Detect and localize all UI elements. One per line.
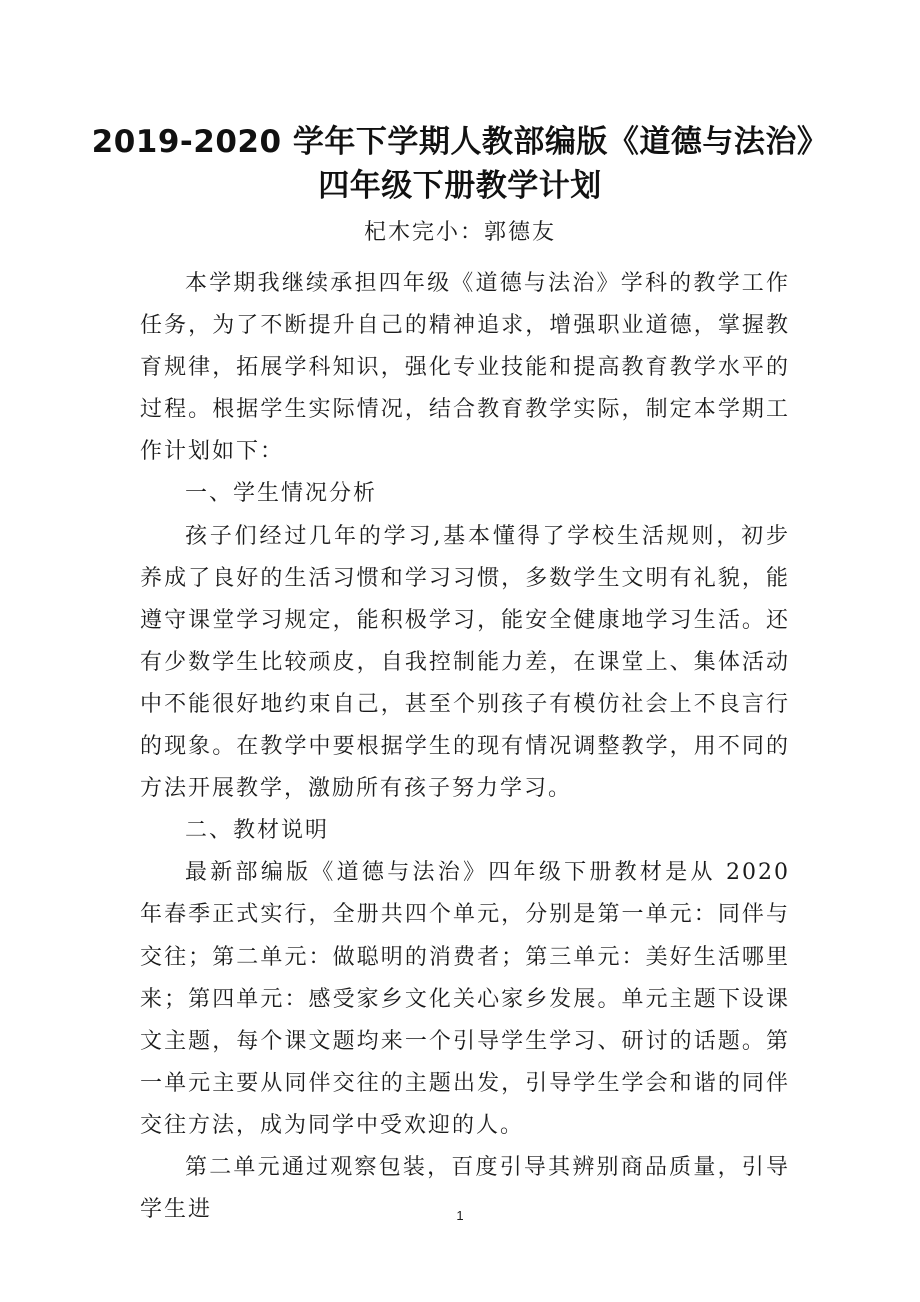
intro-paragraph: 本学期我继续承担四年级《道德与法治》学科的教学工作任务，为了不断提升自己的精神追求，增强职业道德，掌握教育规律，拓展学科知识，强化专业技能和提高教育教学水平的过程。根据学生实际情况，结合教育教学实际，制定本学期工作计划如下： (140, 271, 790, 465)
textbook-description-paragraph: 最新部编版《道德与法治》四年级下册教材是从 2020 年春季正式实行，全册共四个单元，分别是第一单元：同伴与交往；第二单元：做聪明的消费者；第三单元：美好生活哪里来；第四单元：感受家乡文化关心家乡发展。单元主题下设课文主题，每个课文题均来一个引导学生学习、研讨的话题。第一单元主要从同伴交往的主题出发，引导学生学会和谐的同伴交往方法，成为同学中受欢迎的人。 (140, 860, 790, 1138)
author-line: 杞木完小：郭德友 (363, 220, 556, 245)
student-analysis-paragraph: 孩子们经过几年的学习,基本懂得了学校生活规则，初步养成了良好的生活习惯和学习习惯，多数学生文明有礼貌，能遵守课堂学习规定，能积极学习，能安全健康地学习生活。还有少数学生比较顽皮，自我控制能力差，在课堂上、集体活动中不能很好地约束自己，甚至个别孩子有模仿社会上不良言行的现象。在教学中要根据学生的现有情况调整教学，用不同的方法开展教学，激励所有孩子努力学习。 (140, 523, 790, 802)
document-title-line-2: 四年级下册教学计划 (318, 168, 602, 204)
section-heading-textbook-description: 二、教材说明 (185, 818, 330, 844)
document-title-line-1: 2019-2020 学年下学期人教部编版《道德与法治》 (91, 124, 829, 160)
unit-two-paragraph: 第二单元通过观察包装，百度引导其辨别商品质量，引导学生进 (140, 1154, 790, 1223)
section-heading-student-analysis: 一、学生情况分析 (185, 481, 378, 507)
document-body (140, 263, 790, 1231)
page-number: 1 (456, 1208, 464, 1223)
